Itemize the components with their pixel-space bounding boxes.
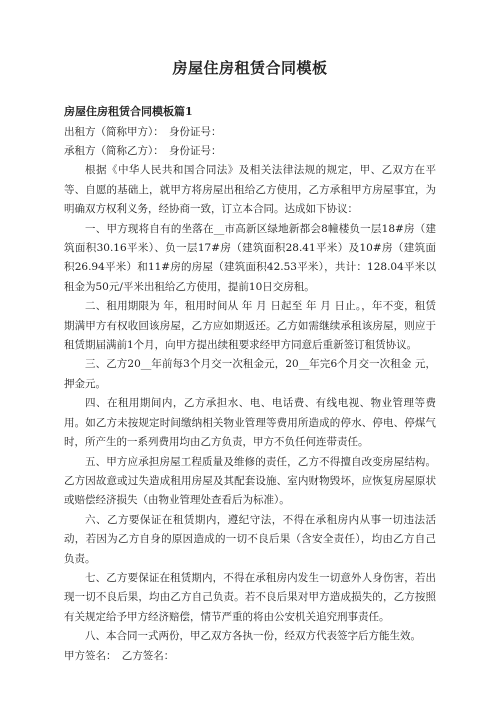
lessor-line: 出租方（简称甲方）： 身份证号： [64, 126, 222, 138]
paragraph-clause-2: 二、租用期限为 年，租用时间从 年 月 日起至 年 月 日止。，年不变，租赁期满甲方有权收回该房屋，乙方应如期返还。乙方如需继续承租该房屋，则应于租赁期届满前1个月，向甲方提出续租要求经甲方同意后重新签订租赁协议。 [64, 300, 436, 352]
paragraph-clause-5: 五、甲方应承担房屋工程质量及维修的责任，乙方不得擅自改变房屋结构。乙方因故意或过失造成租用房屋及其配套设施、室内财物毁坏，应恢复房屋原状或赔偿经济损失（由物业管理处查看后为标准）。 [64, 455, 436, 507]
paragraph-clause-6: 六、乙方要保证在租赁期内，遵纪守法，不得在承租房内从事一切违法活动，若因为乙方自身的原因造成的一切不良后果（含安全责任），均由乙方自己负责。 [64, 513, 436, 565]
document-title: 房屋住房租赁合同模板 [172, 59, 328, 77]
lessee-line: 承租方（简称乙方）： 身份证号： [64, 145, 222, 158]
paragraph-preamble: 根据《中华人民共和国合同法》及相关法律法规的规定，甲、乙双方在平等、自愿的基础上，就甲方将房屋出租给乙方使用，乙方承租甲方房屋事宜，为明确双方权利义务，经协商一致，订立本合同。达成如下协议： [64, 164, 436, 216]
paragraph-clause-1: 一、甲方现将自有的坐落在__市高新区绿地新都会8幢楼负一层18#房（建筑面积30.16平米）、负一层17#房（建筑面积28.41平米）及10#房（建筑面积26.94平米）和11#房的房屋（建筑面积42.53平米），共计：128.04平米以租金为50元/平米出租给乙方使用，提前10日交房租。 [64, 222, 436, 293]
paragraph-clause-7: 七、乙方要保证在租赁期内，不得在承租房内发生一切意外人身伤害，若出现一切不良后果，均由乙方自己负责。若不良后果对甲方造成损失的，乙方按照有关规定给予甲方经济赔偿，情节严重的将由公安机关追究刑事责任。 [64, 571, 436, 623]
signature-line: 甲方签名： 乙方签名： [64, 649, 175, 662]
section-title: 房屋住房租赁合同模板篇1 [64, 105, 193, 118]
paragraph-clause-4: 四、在租用期间内，乙方承担水、电、电话费、有线电视、物业管理等费用。如乙方未按规定时间缴纳相关物业管理等费用所造成的停水、停电、停煤气时，所产生的一系列费用均由乙方负责，甲方不负任何连带责任。 [64, 397, 436, 449]
paragraph-clause-8: 八、本合同一式两份，甲乙双方各执一份，经双方代表签字后方能生效。 [85, 630, 421, 643]
paragraph-clause-3: 三、乙方20__年前每3个月交一次租金元，20__年完6个月交一次租金 元，押金元。 [64, 358, 436, 390]
